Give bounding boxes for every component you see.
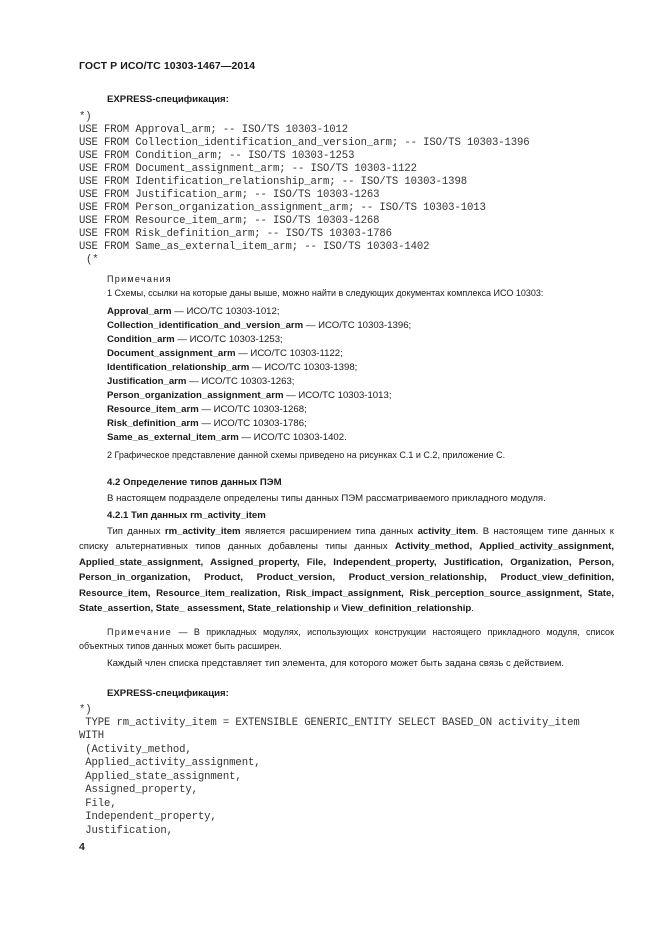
member-description-paragraph: Каждый член списка представляет тип элемента, для которого может быть задана связь с действием. [107, 658, 564, 669]
code-line: (Activity_method, [79, 744, 192, 756]
reference-item: Same_as_external_item_arm — ИСО/ТС 10303-1402. [107, 432, 347, 443]
note-1: 1 Схемы, ссылки на которые даны выше, можно найти в следующих документах комплекса ИСО 10303: [107, 288, 544, 298]
reference-item: Resource_item_arm — ИСО/ТС 10303-1268; [107, 404, 307, 415]
reference-item: Approval_arm — ИСО/ТС 10303-1012; [107, 306, 280, 317]
reference-item: Identification_relationship_arm — ИСО/ТС 10303-1398; [107, 362, 358, 373]
code-with-keyword: WITH [79, 730, 105, 742]
section-intro: В настоящем подразделе определены типы данных ПЭМ рассматриваемого прикладного модуля. [107, 493, 546, 504]
page-number: 4 [79, 841, 85, 853]
code-type-declaration: TYPE rm_activity_item = EXTENSIBLE GENERIC_ENTITY SELECT BASED_ON activity_item [79, 717, 580, 729]
express-heading: EXPRESS-спецификация: [107, 688, 229, 699]
code-line: Justification, [79, 825, 173, 837]
express-heading: EXPRESS-спецификация: [107, 94, 229, 105]
code-line: USE FROM Identification_relationship_arm; -- ISO/TS 10303-1398 [79, 176, 467, 188]
code-line: USE FROM Same_as_external_item_arm; -- ISO/TS 10303-1402 [79, 241, 430, 253]
reference-item: Collection_identification_and_version_arm — ИСО/ТС 10303-1396; [107, 320, 412, 331]
code-line: USE FROM Risk_definition_arm; -- ISO/TS 10303-1786 [79, 228, 392, 240]
code-line: USE FROM Justification_arm; -- ISO/TS 10303-1263 [79, 189, 380, 201]
code-line: USE FROM Resource_item_arm; -- ISO/TS 10303-1268 [79, 215, 380, 227]
type-note: Примечание — В прикладных модулях, использующих конструкции настоящего прикладного модуля, список объектных типов данных может быть расширен. [79, 627, 614, 651]
notes-title: Примечания [107, 274, 172, 284]
code-line: USE FROM Approval_arm; -- ISO/TS 10303-1012 [79, 124, 349, 136]
section-heading: 4.2 Определение типов данных ПЭМ [107, 477, 282, 488]
reference-item: Person_organization_assignment_arm — ИСО/ТС 10303-1013; [107, 390, 392, 401]
code-line: Independent_property, [79, 811, 217, 823]
code-comment-open: *) [79, 704, 92, 716]
reference-item: Justification_arm — ИСО/ТС 10303-1263; [107, 376, 295, 387]
subsection-heading: 4.2.1 Тип данных rm_activity_item [107, 510, 266, 521]
document-header: ГОСТ Р ИСО/ТС 10303-1467—2014 [79, 60, 256, 72]
code-line: USE FROM Condition_arm; -- ISO/TS 10303-1253 [79, 150, 355, 162]
code-line: USE FROM Collection_identification_and_version_arm; -- ISO/TS 10303-1396 [79, 137, 530, 149]
code-line: Applied_activity_assignment, [79, 757, 261, 769]
note-2: 2 Графическое представление данной схемы приведено на рисунках С.1 и С.2, приложение С. [107, 450, 506, 460]
reference-item: Condition_arm — ИСО/ТС 10303-1253; [107, 334, 283, 345]
code-line: File, [79, 798, 117, 810]
type-description-paragraph: Тип данных rm_activity_item является расширением типа данных activity_item. В настоящем типе данных к списку альтернативных типов данных добавлены типы данных Activity_method, Applied_activity_assignment, Applied_state_assignment, Assigned_property, File, Independent_property, Justification, Organization, Person, Person_in_organization, Product, Product_version, Product_version_relationship, Product_view_definition, Resource_item, Resource_item_realization, Risk_impact_assignment, Risk_perception_source_assignment, State, State_assertion, State_ assessment, State_relationship и View_definition_relationship. [79, 526, 615, 615]
reference-item: Risk_definition_arm — ИСО/ТС 10303-1786; [107, 418, 307, 429]
reference-item: Document_assignment_arm — ИСО/ТС 10303-1122; [107, 348, 343, 359]
code-line: Assigned_property, [79, 784, 198, 796]
code-line: USE FROM Person_organization_assignment_arm; -- ISO/TS 10303-1013 [79, 202, 486, 214]
code-comment-open: *) [79, 111, 92, 123]
code-line: Applied_state_assignment, [79, 771, 242, 783]
code-line: USE FROM Document_assignment_arm; -- ISO/TS 10303-1122 [79, 163, 417, 175]
code-comment-close: (* [86, 254, 99, 266]
